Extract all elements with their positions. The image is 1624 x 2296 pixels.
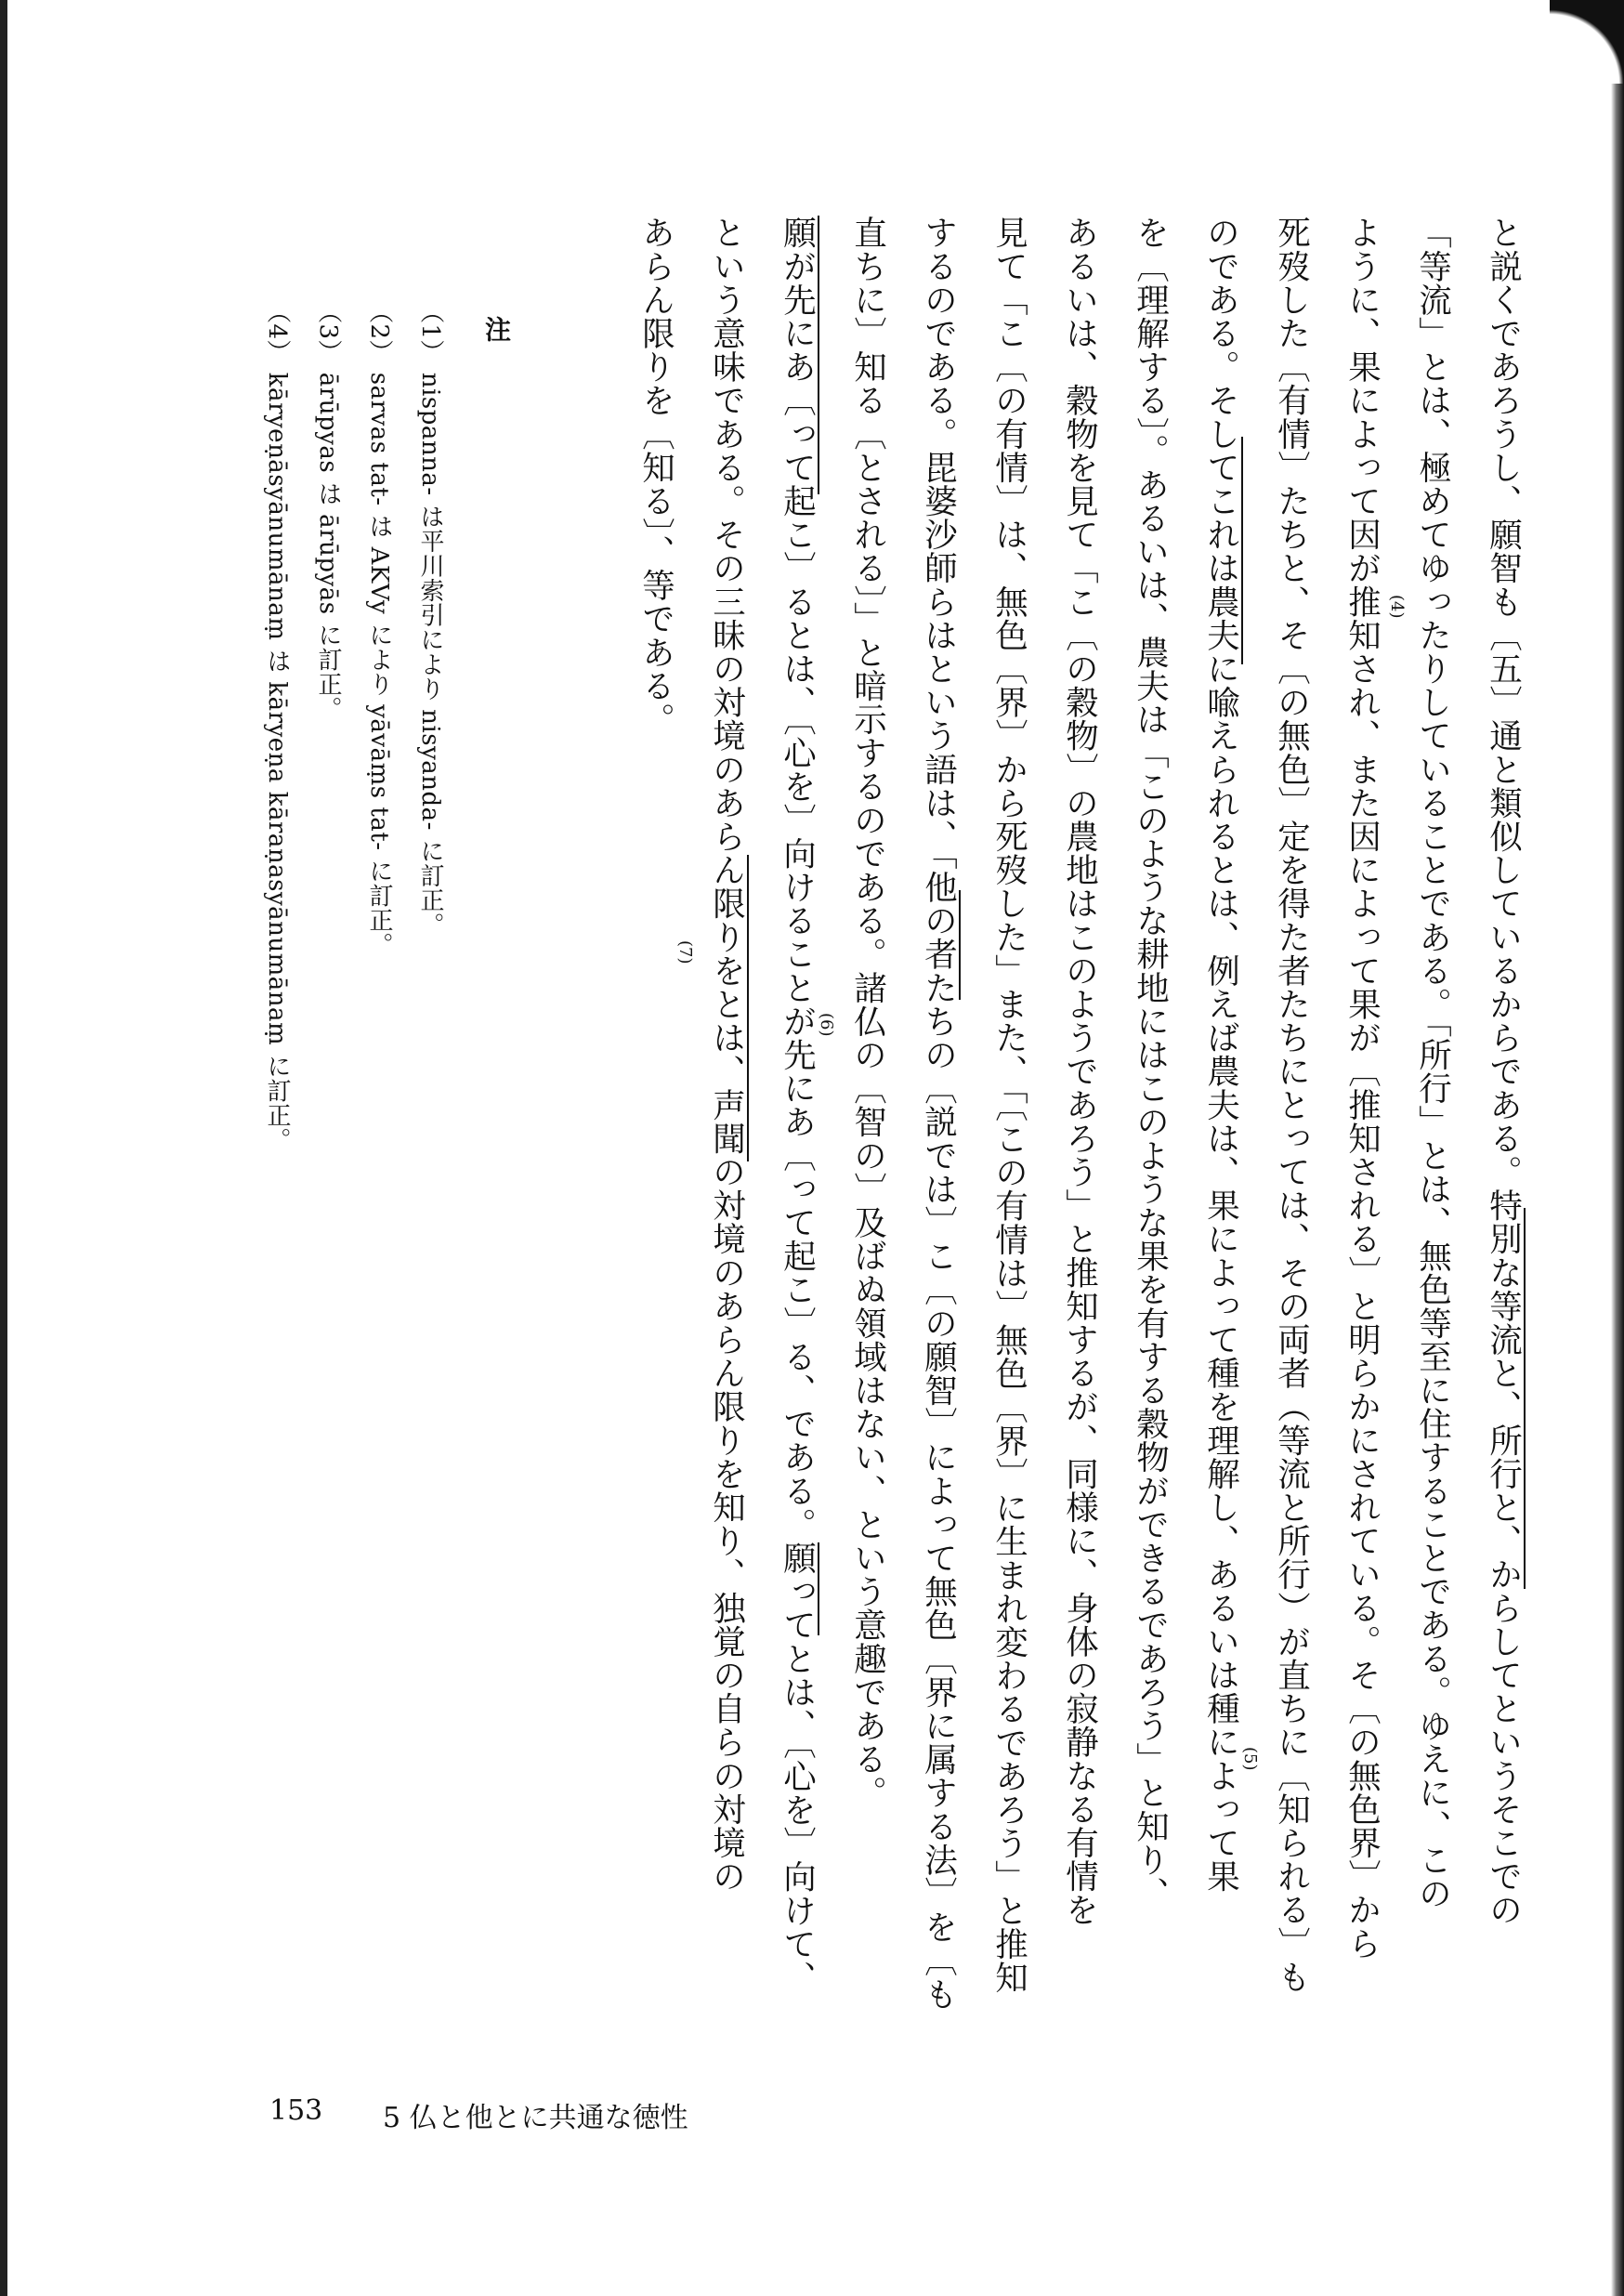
noteref-5: (5): [1240, 1747, 1260, 1771]
body-line-10: 直ちに〕知る〔とされる〕」と暗示するのである。諸仏の〔智の〕及ばぬ領域はない、という意趣である。: [848, 216, 887, 1810]
body-line-9: するのである。毘婆沙師らはという語は、「他の者たちの〔説では〕こ〔の願智〕によって無色〔界に属する法〕を〔も: [919, 216, 958, 2011]
emphasis-rule: [818, 1542, 819, 1635]
emphasis-rule: [1241, 437, 1243, 664]
body-line-7: あるいは、穀物を見て「こ〔の穀物〕の農地はこのようであろう」と推知するが、同様に、身体の寂静なる有情を: [1060, 216, 1099, 1927]
emphasis-rule: [1524, 1208, 1526, 1589]
scan-corner: [1550, 0, 1624, 84]
running-footer-chapter: 5 仏と他とに共通な徳性: [383, 2102, 688, 2134]
body-line-4: 死歿した〔有情〕たちと、そ〔の無色〕定を得た者たちにとっては、その両者（等流と所行）が直ちに〔知られる〕も: [1272, 216, 1311, 1994]
body-line-11: 願が先にあ〔って起こ〕るとは、〔心を〕向けることが先にあ〔って起こ〕る、である。願ってとは、〔心を〕向けて、: [778, 216, 817, 1994]
body-line-1: と説くであろうし、願智も〔五〕通と類似しているからである。特別な等流と、所行と、からしてというそこでの: [1484, 216, 1523, 1927]
notes-heading: 注: [481, 316, 512, 342]
note-1: （1） nispanna- は平川索引により nisyanda- に訂正。: [416, 299, 444, 938]
noteref-6: (6): [817, 1013, 836, 1037]
emphasis-rule: [747, 855, 749, 1161]
note-3: （3） ārūpyas は ārūpyās に訂正。: [314, 299, 342, 722]
noteref-4: (4): [1387, 595, 1407, 619]
scan-right-edge: [1611, 0, 1624, 2296]
page-number: 153: [269, 2094, 323, 2127]
body-line-12: という意味である。その三昧の対境のあらん限りをとは、声聞の対境のあらん限りを知り、独覚の自らの対境の: [707, 216, 746, 1893]
body-line-3: ように、果によって因が推知され、また因によって果が〔推知される〕と明らかにされている。そ〔の無色界〕から: [1342, 216, 1382, 1961]
emphasis-rule: [818, 216, 819, 494]
emphasis-rule: [959, 890, 961, 1000]
note-4: （4） kāryeṇāsyānumānaṃ は kāryeṇa kāraṇasyānumānaṃ に訂正。: [263, 299, 291, 1152]
body-line-5: のである。そしてこれは農夫に喩えられるとは、例えば農夫は、果によって種を理解し、あるいは種によって果: [1201, 216, 1240, 1893]
body-line-6: を〔理解する〕。あるいは、農夫は「このような耕地にはこのような果を有する穀物ができるであろう」と知り、: [1131, 216, 1170, 1910]
body-line-2: 「等流」とは、極めてゆったりしていることである。「所行」とは、無色等至に住することである。ゆえに、この: [1413, 216, 1452, 1910]
body-line-13: あらん限りを〔知る〕、等である。: [636, 216, 675, 736]
scan-left-edge: [0, 0, 7, 2296]
body-line-8: 見て「こ〔の有情〕は、無色〔界〕から死歿した」また、「〔この有情は〕無色〔界〕に生まれ変わるであろう」と推知: [989, 216, 1028, 1994]
noteref-7: (7): [675, 940, 695, 964]
note-2: （2） sarvas tat- は AKVy により yāvāṃs tat- に訂正。: [365, 299, 393, 958]
